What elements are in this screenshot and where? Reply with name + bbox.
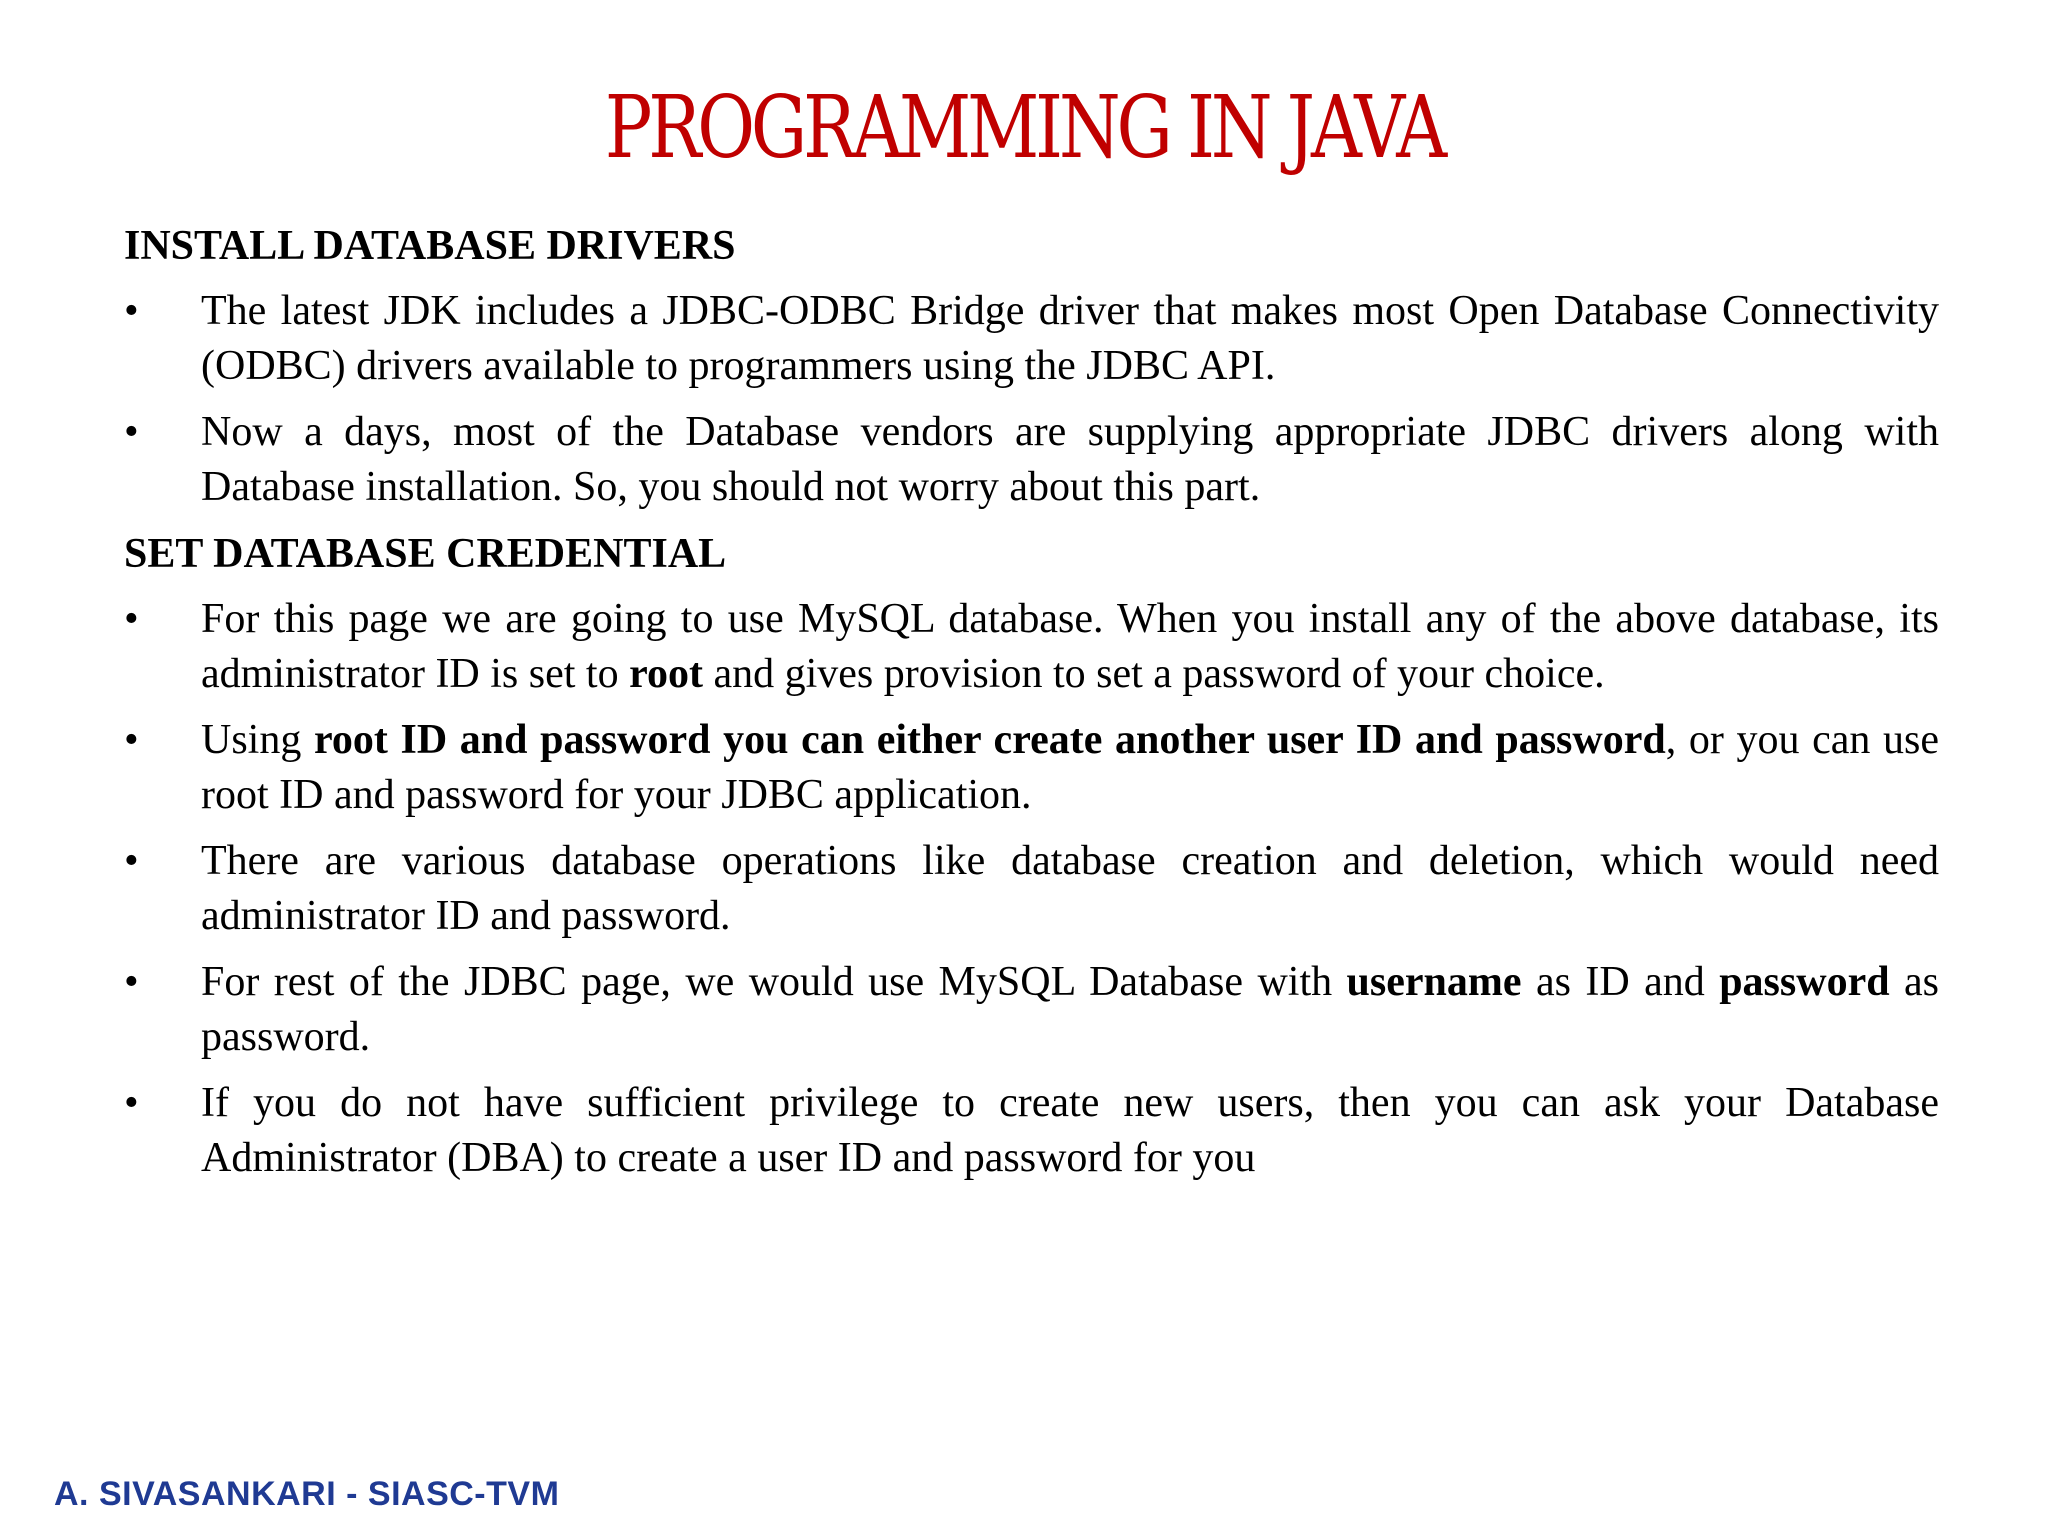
bold-text-run: username [1346,959,1522,1005]
bullet-item [124,592,1939,702]
text-run: The latest JDK includes a JDBC-ODBC Bridge driver that makes most Open Database Connectivity (ODBC) drivers available to programmers using the JDBC API. [201,288,1939,389]
bullet-marker: • [124,1080,139,1126]
bullet-text [201,596,1939,697]
bold-text-run: root [629,651,703,697]
section-heading: INSTALL DATABASE DRIVERS [124,223,736,269]
text-run: Using [201,717,314,763]
bullet-marker: • [124,409,139,455]
bullet-text [201,288,1939,389]
bold-text-run: root ID and password you can either create another user ID and password [313,717,1666,763]
section-heading: SET DATABASE CREDENTIAL [124,531,727,577]
text-run: There are various database operations like database creation and deletion, which would need administrator ID and password. [201,838,1939,939]
slide-title: PROGRAMMING IN JAVA [604,78,1444,178]
bullet-item [124,834,1939,944]
bullet-marker: • [124,596,139,642]
author-footer: A. SIVASANKARI - SIASC-TVM [54,1475,560,1513]
text-run: For rest of the JDBC page, we would use MySQL Database with [201,959,1347,1005]
bullet-text [201,959,1939,1060]
bullet-text [201,409,1939,510]
bullet-text [201,717,1939,818]
bullet-marker: • [124,717,139,763]
bullet-list [124,284,1939,515]
section-install-drivers [124,218,1939,515]
bullet-item [124,1076,1939,1186]
bullet-item [124,405,1939,515]
text-run: and gives provision to set a password of your choice. [702,651,1605,697]
text-run: If you do not have sufficient privilege to create new users, then you can ask your Database Administrator (DBA) to create a user ID and password for you [201,1080,1939,1181]
text-run: , or you can use root ID and password for your JDBC application. [201,717,1939,818]
bullet-marker: • [124,288,139,334]
text-run: For this page we are going to use MySQL database. When you install any of the above database, its administrator ID is set to [201,596,1939,697]
bullet-text [201,1080,1939,1181]
section-set-credential [124,526,1939,1186]
bullet-list [124,592,1939,1186]
bullet-marker: • [124,838,139,884]
bullet-marker: • [124,959,139,1005]
bold-text-run: password [1719,959,1890,1005]
text-run: as password. [201,959,1939,1060]
text-run: as ID and [1521,959,1720,1005]
text-run: Now a days, most of the Database vendors are supplying appropriate JDBC drivers along with Database installation. So, you should not worry about this part. [201,409,1939,510]
bullet-item [124,955,1939,1065]
bullet-item [124,284,1939,394]
bullet-item [124,713,1939,823]
bullet-text [201,838,1939,939]
slide-body [124,218,1939,1197]
